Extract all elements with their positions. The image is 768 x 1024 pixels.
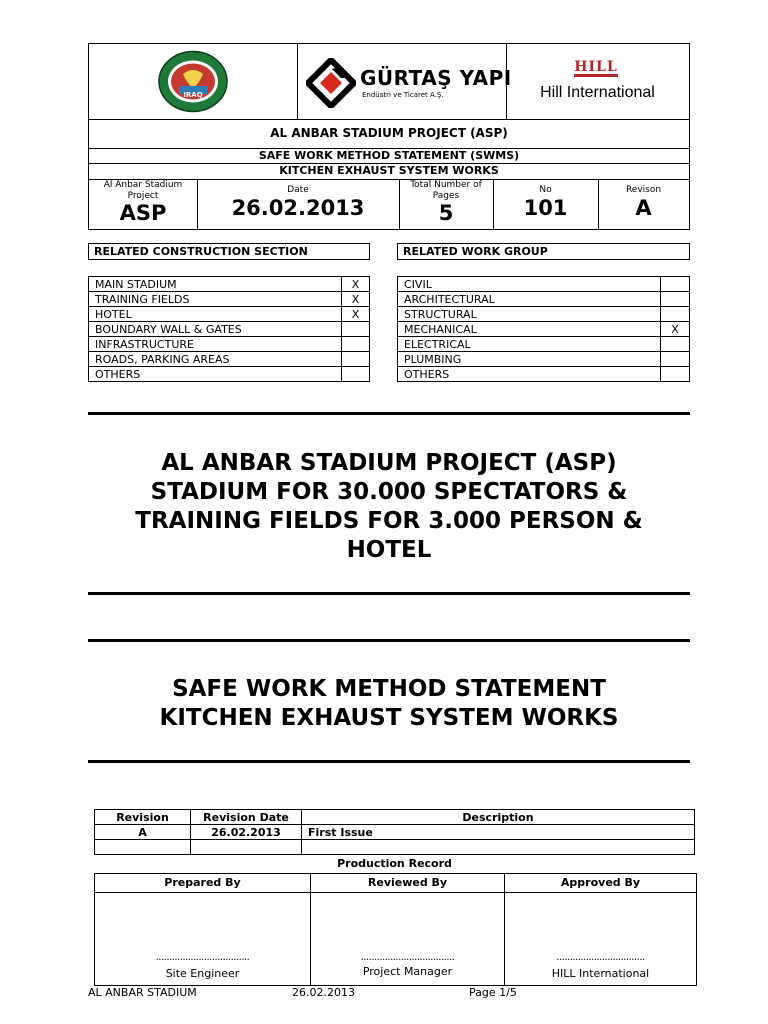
meta-no-value: 101	[523, 196, 568, 220]
meta-project	[89, 179, 198, 230]
table-row	[398, 367, 690, 382]
work_group-label: MECHANICAL	[398, 322, 661, 337]
production-record-title: Production Record	[337, 857, 452, 870]
meta-revision-value: A	[635, 196, 652, 220]
revision-header: Revision	[95, 810, 191, 825]
table-row	[89, 337, 370, 352]
construction-label: MAIN STADIUM	[89, 277, 342, 292]
production-table	[94, 873, 697, 986]
work_group-label: PLUMBING	[398, 352, 661, 367]
construction-section-title: RELATED CONSTRUCTION SECTION	[88, 243, 370, 260]
table-row	[398, 352, 690, 367]
hill-name: Hill International	[540, 84, 655, 101]
swms-line: SAFE WORK METHOD STATEMENT (SWMS)	[89, 148, 689, 164]
gurtas-logo-cell	[297, 44, 512, 119]
table-row	[398, 322, 690, 337]
construction-label: HOTEL	[89, 307, 342, 322]
gurtas-name: GÜRTAŞ YAPI	[360, 66, 512, 90]
divider-line	[88, 412, 690, 415]
meta-date	[197, 179, 400, 230]
footer-date: 26.02.2013	[292, 986, 355, 999]
meta-no	[493, 179, 599, 230]
logo-row	[89, 44, 689, 120]
divider-line	[88, 592, 690, 595]
meta-project-value: ASP	[119, 201, 167, 225]
project-line: AL ANBAR STADIUM PROJECT (ASP)	[89, 119, 689, 149]
work_group-label: OTHERS	[398, 367, 661, 382]
meta-pages-caption: Total Number of Pages	[410, 180, 482, 201]
footer-title: AL ANBAR STADIUM	[88, 986, 197, 999]
construction-mark	[342, 367, 370, 382]
seal-text: IRAQ	[183, 91, 203, 99]
table-row	[89, 322, 370, 337]
gurtas-subtitle: Endüstri ve Ticaret A.Ş.	[362, 91, 444, 99]
signature-line: ...................................	[360, 952, 455, 963]
signer-role: HILL International	[551, 967, 650, 980]
construction-label: ROADS, PARKING AREAS	[89, 352, 342, 367]
swms-title-line-1: SAFE WORK METHOD STATEMENT	[172, 676, 606, 702]
work_group-label: STRUCTURAL	[398, 307, 661, 322]
reviewed-by-signature	[311, 893, 505, 986]
meta-row	[89, 179, 689, 230]
construction-table	[88, 276, 370, 382]
work_group-label: ELECTRICAL	[398, 337, 661, 352]
work_group-mark	[661, 277, 690, 292]
table-row	[398, 292, 690, 307]
revision-date-cell: 26.02.2013	[191, 825, 302, 840]
signature-line: .................................	[556, 952, 645, 963]
table-row	[89, 292, 370, 307]
construction-mark: X	[342, 277, 370, 292]
work-group-title: RELATED WORK GROUP	[397, 243, 690, 260]
meta-no-caption: No	[539, 185, 552, 195]
approved-by-header: Approved By	[505, 874, 697, 893]
construction-mark	[342, 352, 370, 367]
construction-mark	[342, 322, 370, 337]
construction-label: TRAINING FIELDS	[89, 292, 342, 307]
meta-date-caption: Date	[287, 185, 309, 195]
table-row	[89, 307, 370, 322]
work_group-mark	[661, 292, 690, 307]
work-group-table	[397, 276, 690, 382]
work_group-label: CIVIL	[398, 277, 661, 292]
meta-pages-value: 5	[438, 201, 454, 225]
work_group-label: ARCHITECTURAL	[398, 292, 661, 307]
swms-title	[88, 675, 690, 733]
description-header: Description	[302, 810, 695, 825]
ministry-seal-logo	[157, 50, 229, 113]
table-row	[95, 825, 695, 840]
table-row	[398, 337, 690, 352]
construction-label: OTHERS	[89, 367, 342, 382]
construction-label: INFRASTRUCTURE	[89, 337, 342, 352]
revision-table	[94, 809, 695, 855]
meta-project-caption: Al Anbar Stadium Project	[103, 180, 183, 201]
main-title-line-1: AL ANBAR STADIUM PROJECT (ASP)	[161, 450, 617, 476]
document-header	[88, 43, 690, 230]
work_group-mark: X	[661, 322, 690, 337]
prepared-by-header: Prepared By	[95, 874, 311, 893]
meta-revision	[598, 179, 689, 230]
revision-date-header: Revision Date	[191, 810, 302, 825]
work_group-mark	[661, 307, 690, 322]
meta-date-value: 26.02.2013	[231, 196, 365, 220]
work_group-mark	[661, 337, 690, 352]
revision-cell: A	[95, 825, 191, 840]
table-row	[398, 277, 690, 292]
revision-date-cell	[191, 840, 302, 855]
table-row	[89, 367, 370, 382]
description-cell	[302, 840, 695, 855]
revision-cell	[95, 840, 191, 855]
table-row	[89, 277, 370, 292]
ministry-logo-cell	[89, 44, 297, 119]
table-row	[398, 307, 690, 322]
construction-label: BOUNDARY WALL & GATES	[89, 322, 342, 337]
construction-mark	[342, 337, 370, 352]
signer-role: Site Engineer	[165, 967, 240, 980]
work_group-mark	[661, 352, 690, 367]
hill-logo-cell	[506, 44, 689, 119]
table-row	[89, 352, 370, 367]
gurtas-logo	[306, 58, 356, 108]
main-title-line-2: STADIUM FOR 30.000 SPECTATORS &	[150, 479, 628, 505]
signature-line: ...................................	[155, 952, 250, 963]
footer-page: Page 1/5	[469, 986, 517, 999]
works-line: KITCHEN EXHAUST SYSTEM WORKS	[89, 163, 689, 180]
prepared-by-signature	[95, 893, 311, 986]
divider-line	[88, 639, 690, 642]
meta-pages	[399, 179, 494, 230]
main-title	[88, 449, 690, 565]
work_group-mark	[661, 367, 690, 382]
main-title-line-3: TRAINING FIELDS FOR 3.000 PERSON &	[135, 508, 643, 534]
reviewed-by-header: Reviewed By	[311, 874, 505, 893]
divider-line	[88, 760, 690, 763]
table-row	[95, 840, 695, 855]
description-cell: First Issue	[302, 825, 695, 840]
construction-mark: X	[342, 307, 370, 322]
hill-mark: HILL	[574, 59, 618, 75]
meta-revision-caption: Revison	[625, 185, 662, 195]
construction-mark: X	[342, 292, 370, 307]
approved-by-signature	[505, 893, 697, 986]
main-title-line-4: HOTEL	[346, 537, 432, 563]
swms-title-line-2: KITCHEN EXHAUST SYSTEM WORKS	[159, 705, 619, 731]
signer-role: Project Manager	[362, 965, 453, 978]
